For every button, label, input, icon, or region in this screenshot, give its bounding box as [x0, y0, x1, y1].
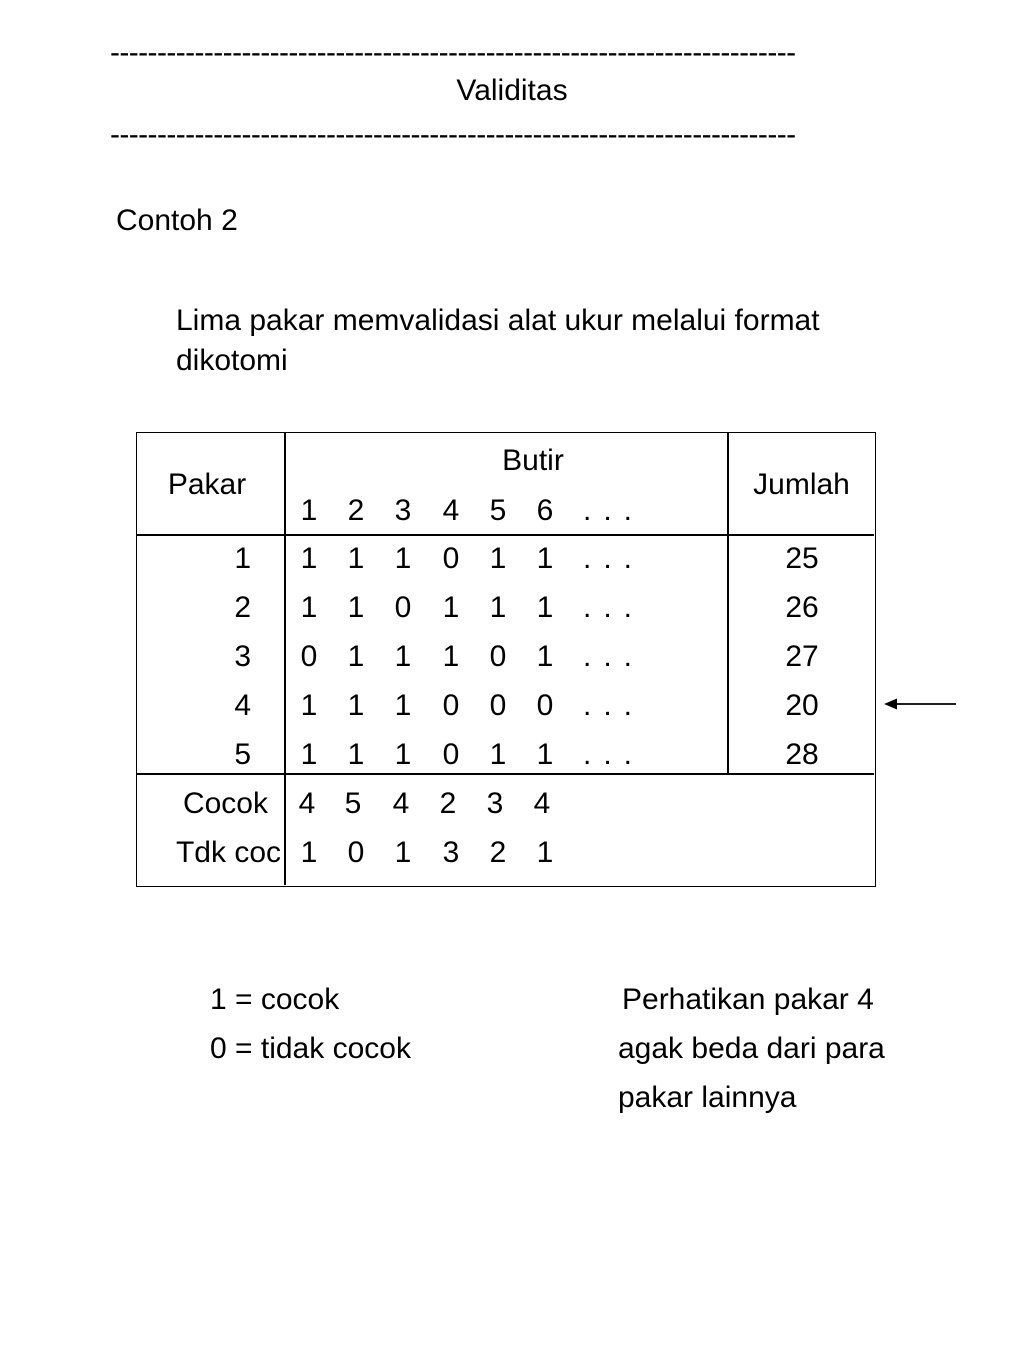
- item-number: 4: [442, 494, 460, 527]
- tidak-cocok-label: Tdk coc: [175, 838, 281, 868]
- cocok-count: 3: [486, 787, 504, 820]
- score-cell: 1: [489, 542, 507, 575]
- score-cell: 1: [536, 591, 554, 624]
- score-cell: 1: [347, 591, 365, 624]
- score-cell: 1: [347, 542, 365, 575]
- item-number: 1: [300, 494, 318, 527]
- score-cell: 1: [347, 640, 365, 673]
- bottom-dashed-rule: -------------------------------------------------------------------------: [110, 118, 796, 151]
- row-ellipsis: ...: [583, 591, 645, 624]
- intro-text-line-2: dikotomi: [176, 344, 288, 377]
- score-cell: 1: [394, 640, 412, 673]
- score-cell: 1: [489, 738, 507, 771]
- page-title: Validitas: [456, 74, 568, 107]
- cocok-count: 4: [298, 787, 316, 820]
- score-cell: 1: [536, 738, 554, 771]
- example-heading: Contoh 2: [116, 204, 238, 237]
- tidak-cocok-count: 2: [489, 836, 507, 869]
- pakar-number: 1: [234, 542, 251, 575]
- item-ellipsis: ...: [583, 494, 645, 527]
- score-cell: 1: [300, 738, 318, 771]
- row-ellipsis: ...: [583, 738, 645, 771]
- score-cell: 1: [442, 591, 460, 624]
- legend-cocok: 1 = cocok: [210, 983, 340, 1016]
- tidak-cocok-count: 1: [394, 836, 412, 869]
- jumlah-value: 28: [785, 738, 819, 771]
- tidak-cocok-count: 0: [347, 836, 365, 869]
- pakar-number: 5: [234, 738, 251, 771]
- score-cell: 1: [300, 689, 318, 722]
- score-cell: 1: [394, 689, 412, 722]
- score-cell: 1: [394, 738, 412, 771]
- left-arrow-icon: [884, 694, 958, 714]
- score-cell: 0: [442, 689, 460, 722]
- row-ellipsis: ...: [583, 640, 645, 673]
- jumlah-value: 26: [785, 591, 819, 624]
- item-number: 5: [489, 494, 507, 527]
- table-divider-header: [137, 534, 874, 536]
- score-cell: 1: [489, 591, 507, 624]
- score-cell: 1: [347, 738, 365, 771]
- score-cell: 1: [300, 542, 318, 575]
- header-pakar: Pakar: [167, 468, 247, 501]
- jumlah-value: 25: [785, 542, 819, 575]
- score-cell: 1: [394, 542, 412, 575]
- pakar-number: 4: [234, 689, 251, 722]
- note-line-2: agak beda dari para: [618, 1032, 885, 1065]
- cocok-count: 4: [392, 787, 410, 820]
- intro-text-line-1: Lima pakar memvalidasi alat ukur melalui format: [176, 304, 820, 337]
- jumlah-value: 20: [785, 689, 819, 722]
- table-divider-pakar: [284, 433, 286, 885]
- cocok-count: 5: [344, 787, 362, 820]
- header-butir: Butir: [502, 444, 564, 477]
- score-cell: 0: [489, 689, 507, 722]
- score-cell: 0: [489, 640, 507, 673]
- tidak-cocok-count: 3: [442, 836, 460, 869]
- note-line-3: pakar lainnya: [618, 1081, 797, 1114]
- score-cell: 1: [347, 689, 365, 722]
- score-cell: 1: [536, 640, 554, 673]
- tidak-cocok-count: 1: [536, 836, 554, 869]
- note-line-1: Perhatikan pakar 4: [622, 983, 874, 1016]
- score-cell: 0: [442, 542, 460, 575]
- score-cell: 0: [394, 591, 412, 624]
- cocok-count: 4: [533, 787, 551, 820]
- pakar-number: 3: [234, 640, 251, 673]
- tidak-cocok-count: 1: [300, 836, 318, 869]
- top-dashed-rule: -------------------------------------------------------------------------: [110, 36, 796, 69]
- header-jumlah: Jumlah: [753, 468, 850, 501]
- score-cell: 0: [536, 689, 554, 722]
- table-divider-summary: [137, 773, 874, 775]
- score-cell: 0: [442, 738, 460, 771]
- item-number: 6: [536, 494, 554, 527]
- item-number: 2: [347, 494, 365, 527]
- score-cell: 0: [300, 640, 318, 673]
- jumlah-value: 27: [785, 640, 819, 673]
- validation-table: [136, 432, 876, 887]
- score-cell: 1: [300, 591, 318, 624]
- score-cell: 1: [442, 640, 460, 673]
- legend-tidak-cocok: 0 = tidak cocok: [210, 1032, 411, 1065]
- cocok-label: Cocok: [182, 787, 268, 820]
- item-number: 3: [394, 494, 412, 527]
- score-cell: 1: [536, 542, 554, 575]
- pakar-number: 2: [234, 591, 251, 624]
- row-ellipsis: ...: [583, 542, 645, 575]
- row-ellipsis: ...: [583, 689, 645, 722]
- cocok-count: 2: [439, 787, 457, 820]
